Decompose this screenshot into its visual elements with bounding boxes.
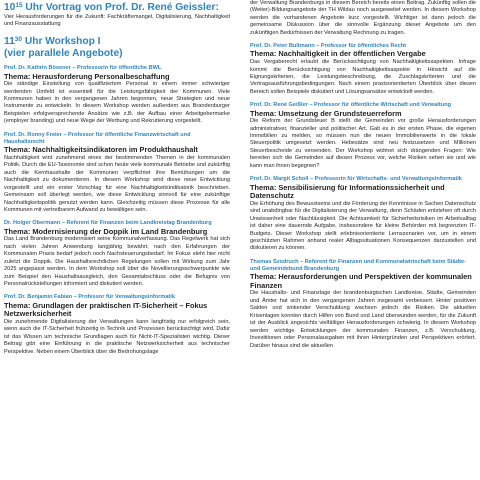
workshop-topic: Thema: Umsetzung der Grundsteuerreform <box>250 108 402 118</box>
speaker-name: Prof. Dr. Kathrin Bösener – Professorin für öffentliche BWL <box>4 65 162 72</box>
workshop-description: Das Land Brandenburg modernisiert seine Kommunalverfassung. Das Regelwerk hat sich nach vielen Jahren Anwendung langjährig bewährt, nach den Erfahrungen der Kommunalen Praxis bedarf jedoch noch Nachsteuerungsbedarf. Im Fokus steht hier nicht zuletzt die Doppik. Die Haushaltsrechtlichen Regelungen sollen mit Wirkung zum Jahr 2025 angepasst werden. In dem Workshop soll über die Novellierungsschwerpunkte wie zum Beispiel den Haushaltsausgleich, den Gesamtabschluss oder die Befugnis von Personalrückstellungen informiert und diskutiert werden. <box>4 236 230 287</box>
speaker-name: Prof. Dr. René Geißler – Professor für öffentliche Wirtschaft und Verwaltung <box>250 102 452 109</box>
workshop-topic: Thema: Nachhaltigkeitsindikatoren im Produkthaushalt <box>4 145 198 155</box>
workshop-description: Nachhaltigkeit wird zunehmend eines der bestimmenden Themen in der kommunalen Politik. Durch die EU-Taxonomie sind schon heute viele kommunale Betriebe und zukünftig auch die Kernhaushalte der Kommunen verpflichtet ihre Bemühungen um die Nachhaltigkeit zu dokumentieren. In diesem Workshop wird diese neue Entwicklung vorgestellt und ein erster Vorschlag für eine Nachhaltigkeitsindikatorik beschrieben. Gemeinsam soll überlegt werden, wie diese Entwicklung sinnvoll für eine zukünftige Nachhaltigkeitspolitik genutzt werden kann. Gleichzeitig müssen diese Prozesse für alle Kommunen mit vertretbarem Aufwand zu bewältigen sein. <box>4 154 230 213</box>
workshop-entry <box>250 176 476 253</box>
workshop-heading: $11^{30}$ Uhr Workshop I <box>4 36 101 48</box>
workshop-entry <box>250 259 476 350</box>
workshop-topic: Thema: Sensibilisierung für Informationssicherheit und Datenschutz <box>250 182 445 201</box>
speaker-name: Prof. Dr. Ronny Freier – Professor für öffentliche Finanzwirtschaft und Haushaltsrecht <box>4 131 191 146</box>
right-column <box>250 0 476 350</box>
speaker-name: Prof. Dr. Margit Scholl – Professorin für Wirtschafts- und Verwaltungsinformatik <box>250 176 462 183</box>
workshop-description: Die Reform der Grundsteuer B stellt die Gemeinden vor große Herausforderungen administrativer, finanzieller und politischer Art. Galt es in der ersten Phase, die eigenen Immobilien zu melden, so müssen nun die neuen Immobilienwerte in die lokale Steuerpolitik umgesetzt werden. Hebesätze sind neu festzusetzen und Millionen Steuerbescheide zu versenden. Der Workshop widmet sich drängenden Fragen: Wie bereiten sich die Gemeinden auf diesen Prozess vor, welche Risiken sehen sie und wie kann man ihnen begegnen? <box>250 118 476 169</box>
workshop-description: Die zunehmende Digitalisierung der Verwaltungen kann langfristig nur erfolgreich sein, wenn auch die IT-Sicherheit frühzeitig in Technik und Prozessen berücksichtigt wird. Dafür ist das Wissen um technische Grundlagen auch für Nicht-IT-Spezialisten wichtig. Dieser Beitrag gibt eine Einführung in die praktische Netzwerksicherheit aus technischer Perspektive. Neben einem Überblick über die Bedrohungslage <box>4 318 230 355</box>
workshop-description: Die ständige Einstellung von qualifiziertem Personal in einem immer schwieriger werdenden Umfeld ist essentiell für die Leistungsfähigkeit der Kommunen. Viele Kommunen haben in den vergangenen Jahren begonnen, neue Strategien und neue Instrumente zu entwickeln. In diesem Workshop werden außerdem aus Brandenburger Beispielen erfolgversprechende Ansätze wie z.B. der Aufbau einer Arbeitgebermarke (employer branding) und neue Wege der Werbung und Rekrutierung vorgestellt. <box>4 81 230 125</box>
workshop-topic: Thema: Modernisierung der Doppik im Land Brandenburg <box>4 226 208 236</box>
workshop-entry <box>4 220 230 288</box>
workshop-subheading: (vier parallele Angebote) <box>4 47 123 59</box>
workshop-entry <box>4 294 230 356</box>
vortrag-heading: $10^{15}$ Uhr Vortrag von Prof. Dr. René Geissler: <box>4 2 219 13</box>
workshop-entry <box>4 65 230 126</box>
speaker-name: Dr. Holger Obermann – Referent für Finanzen beim Landkreistag Brandenburg <box>4 220 212 227</box>
workshop-entry-continued <box>250 0 476 37</box>
workshop-description: Die Erhöhung des Bewusstseins und die Förderung der Kenntnisse in Sachen Datenschutz sind unabdingbar für die Digitalisierung der Verwaltung, denn Schäden entstehen oft durch Unwissenheit oder Nachlässigkeit. Die Achtsamkeit für Sicherheitsrisiken im Arbeitsalltag ist daher eine dauernde Aufgabe, insbesondere für kleine Behörden mit begrenzten IT-Budgets. Dieser Workshop stellt erlebnisorientierte Lernszenarien vor, um in einem geschützten Rahmen anhand realer Alltagssituationen Konsequenzen darzustellen und diskutieren zu können. <box>250 200 476 252</box>
speaker-name: Prof. Dr. Benjamin Fabian – Professor für Verwaltungsinformatik <box>4 294 175 301</box>
workshop-topic: Thema: Grundlagen der praktischen IT-Sicherheit – Fokus Netzwerksicherheit <box>4 300 208 319</box>
workshop-topic: Thema: Nachhaltigkeit in der öffentlichen Vergabe <box>250 49 426 59</box>
workshop-entry <box>250 102 476 170</box>
workshop-description: der Verwaltung Brandenburgs in diesem Bereich bereits einen Beitrag. Zukünftig sollen die (Weiter)-Bildungsangebote der TH Wildau noch ausgeweitet werden. In diesem Workshop werden die vorhandenen Angebote kurz vorgestellt. Wichtiger ist dann jedoch die gemeinsame Diskussion über die sinnvolle Ergänzung dieser Angebote um den zukünftigen Bedürfnissen der Verwaltung Rechnung zu tragen. <box>250 0 476 36</box>
speaker-name: Thomas Szodruch – Referent für Finanzen und Kommunalwirtschaft beim Städte- und Gemeindebund Brandenburg <box>250 258 467 273</box>
speaker-name: Prof. Dr. Peter Bultmann – Professor für öffentliches Recht <box>250 43 407 50</box>
workshop-entry <box>250 43 476 96</box>
workshop-description: Die Haushalts- und Finanzlage der brandenburgischen Landkreise, Städte, Gemeinden und Ämter hat sich in den vergangenen Jahren insgesamt verbessert. Hinter positiven Salden und sinkender Verschuldung wachsen jedoch die Risiken. Die aktuellen Krisenlagen konnten durch Hilfen von Bund und Land überwunden werden, für die Zukunft ist der Ausblick angesichts vielfältiger Herausforderungen schwierig. In diesem Workshop werden wichtige Entwicklungen der kommunalen Finanzen, z.B. Verschuldung, Investitionen oder Personalausgaben mit ihren Hintergründen und Perspektiven erörtert. Darüber hinaus sind die aktuellen <box>250 290 476 349</box>
workshop-topic: Thema: Herausforderung Personalbeschaffung <box>4 71 170 81</box>
workshop-topic: Thema: Herausforderungen und Perspektiven der kommunalen Finanzen <box>250 272 472 290</box>
vortrag-subtitle: Vier Herausforderungen für die Zukunft: Fachkräftemangel, Digitalisierung, Nachhaltigkeit und Finanzausstattung <box>4 13 230 27</box>
left-column <box>4 0 230 356</box>
workshop-description: Das Vergaberecht erlaubt die Berücksichtigung von Nachhaltigkeitsaspekten. Infrage kommt die Berücksichtigung von Nachhaltigkeitsaspekte in Hinsicht auf die Eignungskriterien, die Leistungsbeschreibung, die Zuschlagskriterien und die Vertragsausführungsbedingungen. Nach einem praxisorientierten Überblick über diesen Bereich sollen Beispiele diskutiert und Lösungsansätze entwickelt werden. <box>250 59 476 95</box>
workshop-entry <box>4 132 230 215</box>
